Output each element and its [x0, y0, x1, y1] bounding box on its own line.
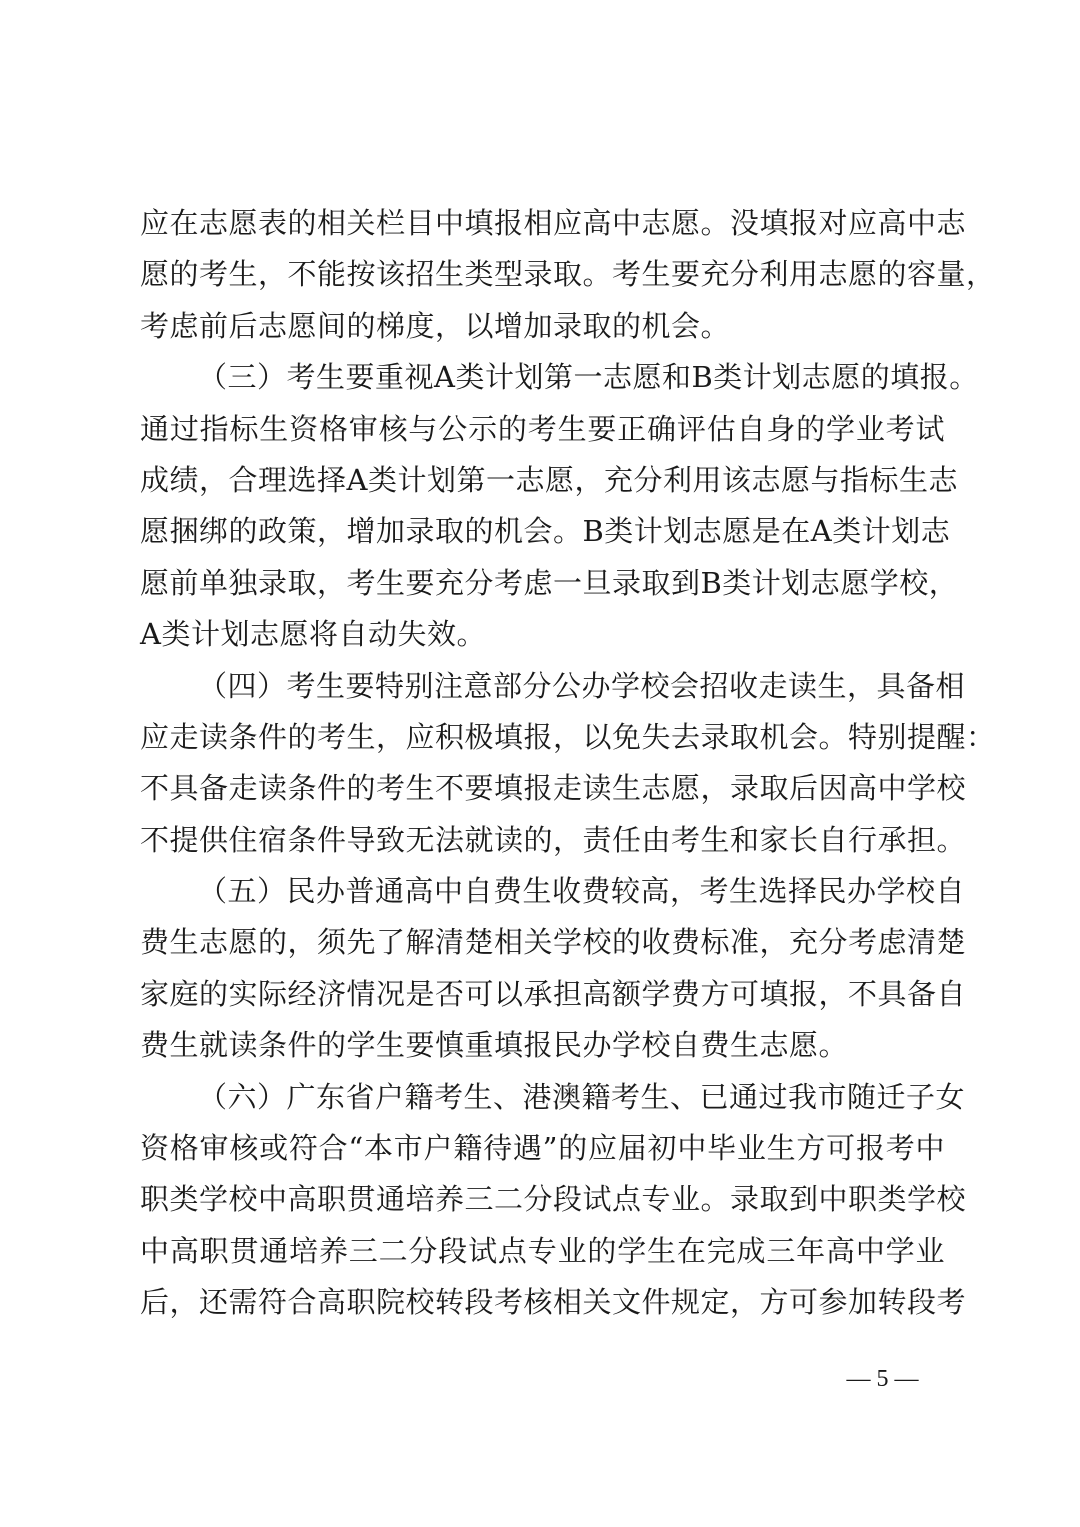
text-line: 愿捆绑的政策，增加录取的机会。B类计划志愿是在A类计划志: [140, 514, 951, 549]
document-body: [140, 198, 996, 1329]
text-line: 应在志愿表的相关栏目中填报相应高中志愿。没填报对应高中志: [140, 206, 967, 240]
text-line: 成绩，合理选择A类计划第一志愿，充分利用该志愿与指标生志: [140, 462, 958, 497]
text-line: 中高职贯通培养三二分段试点专业的学生在完成三年高中学业: [140, 1233, 945, 1268]
text-line: 应走读条件的考生，应积极填报，以免失去录取机会。特别提醒：: [140, 719, 996, 754]
text-line: 不具备走读条件的考生不要填报走读生志愿，录取后因高中学校: [140, 771, 967, 806]
text-line: 费生志愿的，须先了解清楚相关学校的收费标准，充分考虑清楚: [140, 925, 967, 960]
text-line: （六）广东省户籍考生、港澳籍考生、已通过我市随迁子女: [198, 1079, 966, 1114]
page-number: — 5 —: [846, 1366, 919, 1392]
text-line: 职类学校中高职贯通培养三二分段试点专业。录取到中职类学校: [140, 1182, 967, 1217]
text-line: 家庭的实际经济情况是否可以承担高额学费方可填报，不具备自: [140, 976, 967, 1011]
text-line: 愿的考生，不能按该招生类型录取。考生要充分利用志愿的容量，: [140, 257, 996, 292]
text-line: （三）考生要重视A类计划第一志愿和B类计划志愿的填报。: [198, 360, 979, 395]
text-line: 资格审核或符合“本市户籍待遇”的应届初中毕业生方可报考中: [140, 1131, 945, 1166]
text-line: 后，还需符合高职院校转段考核相关文件规定，方可参加转段考: [140, 1285, 967, 1320]
text-line: （五）民办普通高中自费生收费较高，考生选择民办学校自: [198, 874, 966, 909]
text-line: A类计划志愿将自动失效。: [140, 617, 486, 652]
text-line: 考虑前后志愿间的梯度，以增加录取的机会。: [140, 308, 731, 343]
text-line: 愿前单独录取，考生要充分考虑一旦录取到B类计划志愿学校，: [140, 565, 959, 600]
text-line: 费生就读条件的学生要慎重填报民办学校自费生志愿。: [140, 1028, 849, 1063]
text-line: （四）考生要特别注意部分公办学校会招收走读生，具备相: [198, 668, 966, 703]
text-line: 通过指标生资格审核与公示的考生要正确评估自身的学业考试: [140, 411, 945, 446]
text-line: 不提供住宿条件导致无法就读的，责任由考生和家长自行承担。: [140, 822, 967, 857]
